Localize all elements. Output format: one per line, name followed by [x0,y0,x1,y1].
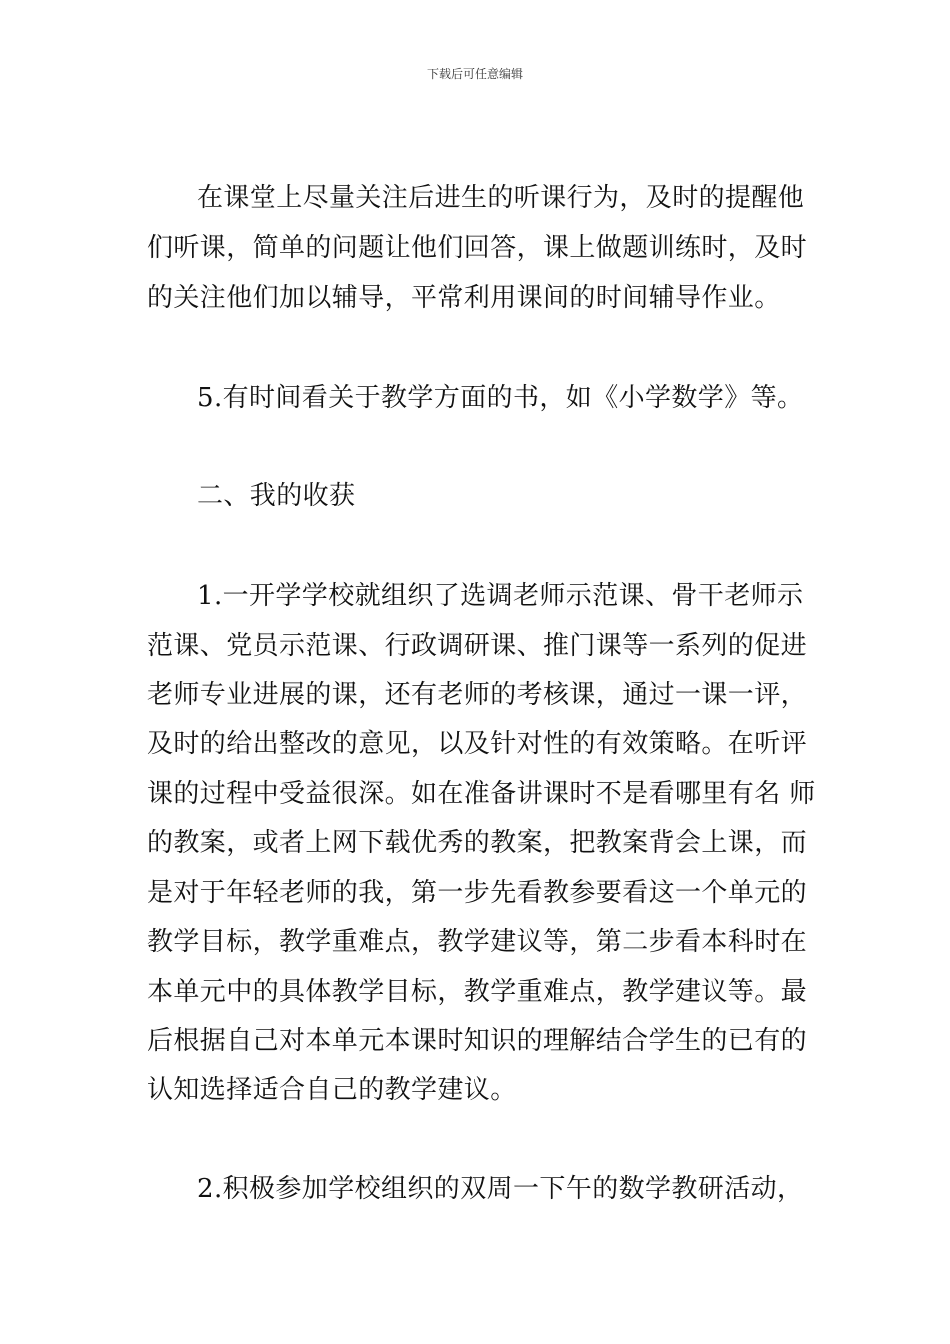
list-item: 5.有时间看关于教学方面的书，如《小学数学》等。 [197,383,804,413]
paragraph-line: 本单元中的具体教学目标，教学重难点，教学建议等。最 [147,977,808,1007]
section-heading: 二、我的收获 [197,481,356,511]
paragraph-line: 的教案，或者上网下载优秀的教案，把教案背会上课，而 [147,828,808,858]
page-header: 下载后可任意编辑 [426,67,523,81]
paragraph-line: 范课、党员示范课、行政调研课、推门课等一系列的促进 [147,631,808,661]
paragraph-line: 的关注他们加以辅导，平常利用课间的时间辅导作业。 [147,283,781,313]
paragraph-line: 在课堂上尽量关注后进生的听课行为，及时的提醒他 [197,183,805,213]
paragraph-line: 教学目标，教学重难点，教学建议等，第二步看本科时在 [147,927,808,957]
paragraph-line: 2.积极参加学校组织的双周一下午的数学教研活动， [197,1174,804,1204]
paragraph-line: 及时的给出整改的意见，以及针对性的有效策略。在听评 [147,729,808,759]
paragraph-line: 后根据自己对本单元本课时知识的理解结合学生的已有的 [147,1026,808,1056]
paragraph-line: 认知选择适合自己的教学建议。 [147,1075,517,1105]
paragraph-line: 1.一开学学校就组织了选调老师示范课、骨干老师示 [197,581,804,611]
paragraph-line: 课的过程中受益很深。如在准备讲课时不是看哪里有名 师 [147,779,816,809]
paragraph-line: 老师专业进展的课，还有老师的考核课，通过一课一评， [147,680,808,710]
paragraph-line: 是对于年轻老师的我，第一步先看教参要看这一个单元的 [147,878,808,908]
paragraph-line: 们听课，简单的问题让他们回答，课上做题训练时，及时 [147,233,808,263]
